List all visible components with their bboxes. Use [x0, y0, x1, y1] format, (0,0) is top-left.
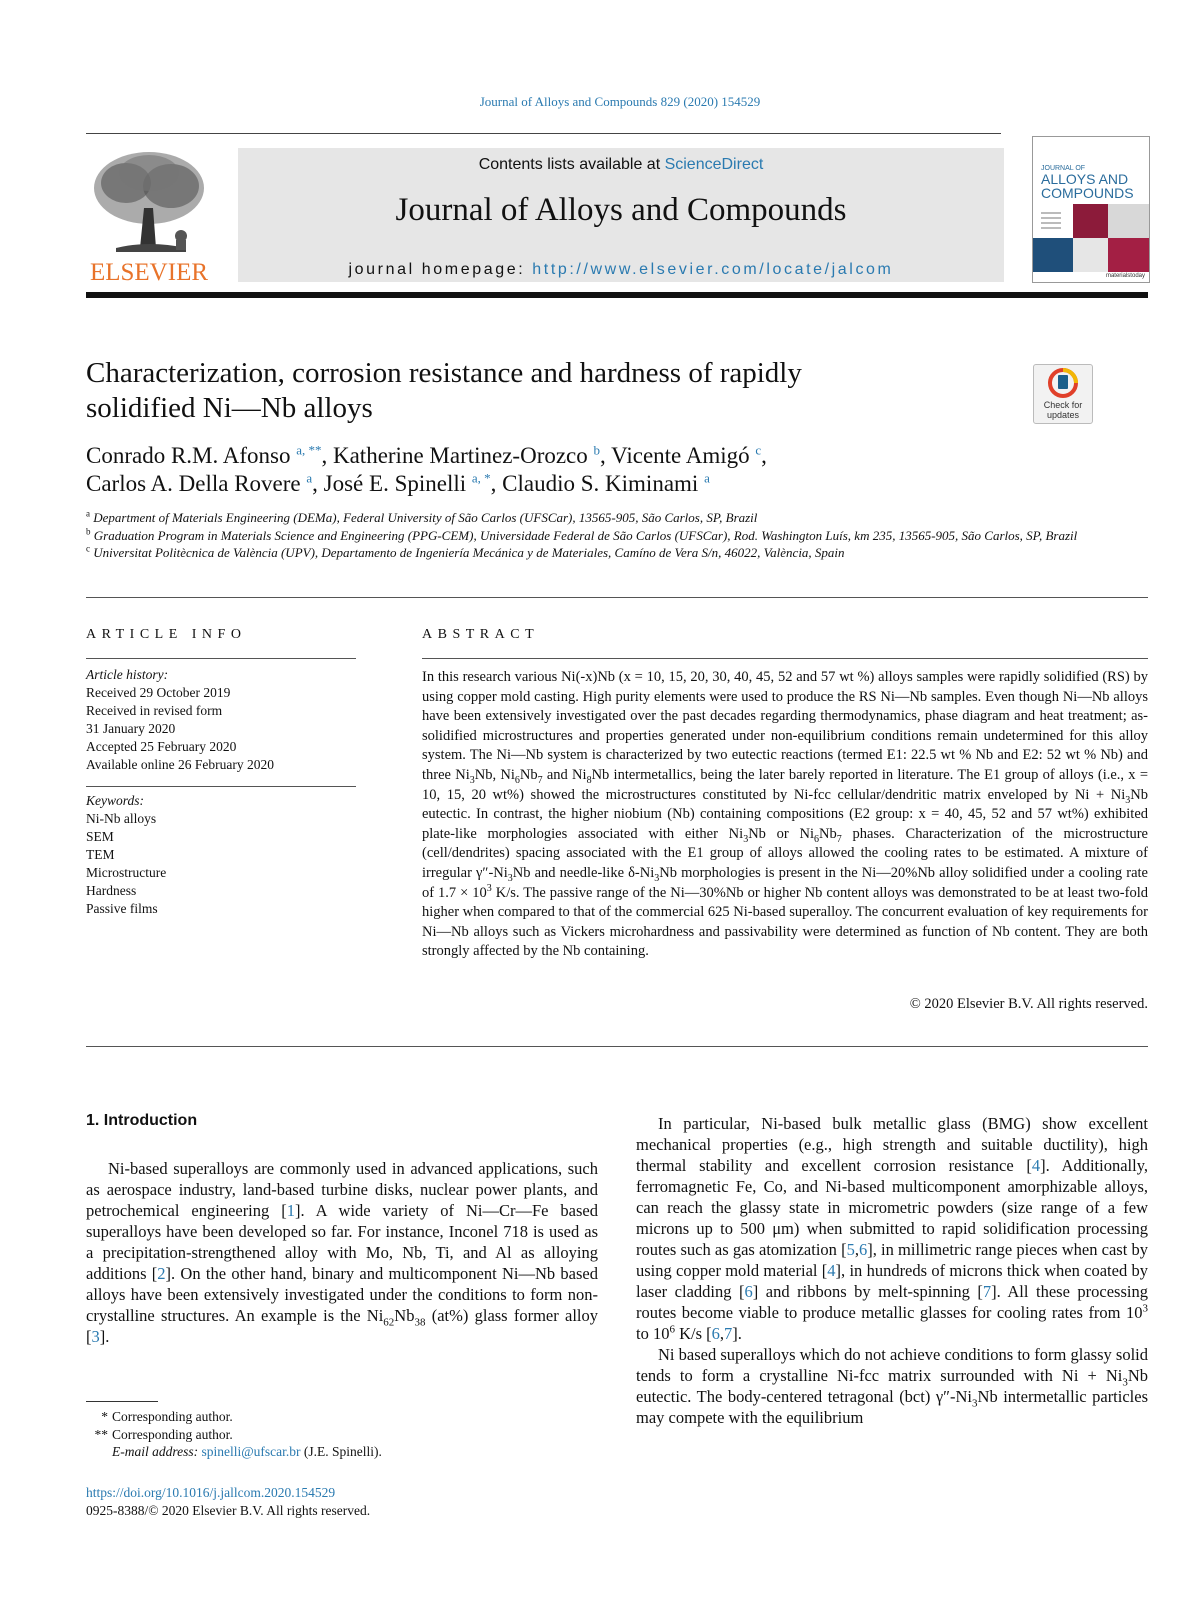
keyword: TEM	[86, 847, 115, 862]
contents-line: Contents lists available at ScienceDirect	[478, 156, 764, 173]
affiliation-b: $^b$ Graduation Program in Materials Science and Engineering (PPG-CEM), Universidade Federal de São Carlos (UFSCar), Rod. Washington Luís, km 235, 13565-905, São Carlos, SP, Brazil	[86, 526, 1078, 543]
keyword: Passive films	[86, 901, 158, 916]
check-updates-icon	[1034, 367, 1092, 401]
author-affiliation-marks[interactable]: a, **	[296, 442, 322, 458]
intro-column-left	[86, 1158, 598, 1347]
history-item: Accepted 25 February 2020	[86, 739, 237, 754]
keyword: Ni-Nb alloys	[86, 811, 157, 826]
cover-block-crimson	[1073, 204, 1108, 238]
doi-block	[86, 1484, 606, 1519]
affiliation-c: $^c$ Universitat Politècnica de València (UPV), Departamento de Ingeniería Mecánica y de Materiales, Camíno de Vera S/n, 46022, València, Spain	[86, 543, 845, 560]
article-title: Characterization, corrosion resistance and hardness of rapidly solidified Ni—Nb alloys	[86, 357, 802, 424]
header-thick-rule	[86, 292, 1148, 298]
header-rule	[86, 133, 1001, 134]
email-footnote: E-mail address: spinelli@ufscar.br (J.E. Spinelli).	[112, 1444, 382, 1459]
author-affiliation-marks[interactable]: a	[704, 470, 710, 486]
keywords-label: Keywords:	[86, 793, 144, 808]
article-history-label: Article history:	[86, 667, 169, 682]
citation-link[interactable]: 6	[858, 1240, 868, 1259]
article-info-heading: ARTICLE INFO	[86, 627, 247, 642]
sciencedirect-link[interactable]: ScienceDirect	[664, 156, 764, 173]
check-for-updates-button[interactable]	[1033, 364, 1093, 424]
cover-title: JOURNAL OF ALLOYS AND COMPOUNDS	[1041, 165, 1134, 201]
article-history	[86, 666, 356, 774]
check-updates-label: Check for updates	[1043, 400, 1083, 420]
affiliations	[86, 509, 1136, 562]
affiliation-a: $^a$ Department of Materials Engineering (DEMa), Federal University of São Carlos (UFSCar), 13565-905, São Carlos, SP, Brazil	[86, 508, 758, 525]
author-name[interactable]: Katherine Martinez-Orozco	[332, 443, 588, 468]
intro-column-right	[636, 1113, 1148, 1428]
author-affiliation-marks[interactable]: b	[593, 442, 601, 458]
cover-block-navy	[1033, 238, 1073, 272]
abstract-bottom-rule	[86, 1046, 1148, 1047]
journal-title: Journal of Alloys and Compounds	[395, 192, 847, 228]
author-name[interactable]: Vicente Amigó	[611, 443, 750, 468]
abstract-copyright: © 2020 Elsevier B.V. All rights reserved.	[909, 996, 1148, 1012]
journal-reference[interactable]: Journal of Alloys and Compounds 829 (2020) 154529	[479, 94, 761, 109]
citation-link[interactable]: 5	[846, 1240, 855, 1259]
citation-link[interactable]: 7	[724, 1324, 733, 1343]
history-item: Received 29 October 2019	[86, 685, 231, 700]
intro-paragraph: Ni-based superalloys are commonly used in advanced applications, such as aerospace industry, land-based turbine disks, nuclear power plants, and petrochemical engineering [1]. A wide variety of Ni—Cr—Fe based superalloys have been developed so far. For instance, Inconel 718 is used as a precipitation-strengthened alloy with Mo, Nb, Ti, and Al as alloying additions [2]. On the other hand, binary and multicomponent Ni—Nb based alloys have been extensively investigated under the conditions to form non-crystalline structures. An example is the $Ni_{62}Nb_{38}$ (at%) glass former alloy [3].	[86, 1159, 598, 1346]
elsevier-wordmark: ELSEVIER	[89, 259, 209, 286]
author-name[interactable]: José E. Spinelli	[323, 471, 467, 496]
keywords-rule	[86, 786, 356, 787]
intro-paragraph: Ni based superalloys which do not achieve conditions to form glassy solid tends to form a crystalline Ni-fcc matrix surrounded with $Ni + Ni_3Nb$ eutectic. The body-centered tetragonal (bct) $\gamma''-Ni_3Nb$ intermetallic particles may compete with the equilibrium	[636, 1345, 1149, 1427]
citation-link[interactable]: 4	[1031, 1156, 1041, 1175]
history-item: 31 January 2020	[86, 721, 176, 736]
author-name[interactable]: Carlos A. Della Rovere	[86, 471, 301, 496]
email-link[interactable]: spinelli@ufscar.br	[201, 1444, 301, 1459]
cover-block-light	[1073, 238, 1108, 272]
keywords	[86, 792, 356, 918]
keyword: SEM	[86, 829, 114, 844]
citation-link[interactable]: 6	[711, 1324, 720, 1343]
doi-link[interactable]: https://doi.org/10.1016/j.jallcom.2020.154529	[86, 1485, 336, 1500]
author-line-1: Conrado R.M. Afonso $^{a, **}$, Katherine Martinez-Orozco $^b$, Vicente Amigó $^c$,	[86, 442, 767, 468]
article-info-rule	[86, 658, 356, 659]
footnote: ** Corresponding author.	[94, 1426, 233, 1442]
citation-link[interactable]: 6	[744, 1282, 753, 1301]
abstract-body: In this research various Ni(-x)Nb (x = 10, 15, 20, 30, 40, 45, 52 and 57 wt %) alloys samples were rapidly solidified (RS) by using copper mold casting. High purity elements were used to produce the RS Ni—Nb samples. Even though Ni—Nb alloys have been extensively investigated over the past decades regarding thermodynamics, phase diagram and heat treatment; as-solidified microstructures and properties generated under non-equilibrium conditions remain undetermined for this alloy system. The Ni—Nb system is characterized by two eutectic reactions (termed E1: 22.5 wt % Nb and E2: 52 wt % Nb) and three $Ni_3Nb$, $Ni_6Nb_7$ and $Ni_8Nb$ intermetallics, being the later barely reported in literature. The E1 group of alloys (i.e., x = 10, 15, 20 wt%) showed the microstructures constituted by Ni-fcc cellular/dendritic matrix enveloped by $Ni + Ni_3Nb$ eutectic. In contrast, the higher niobium (Nb) containing compositions (E2 group: x = 40, 45, 52 and 57 wt%) exhibited plate-like morphologies associated with either $Ni_3Nb$ or $Ni_6Nb_7$ phases. Characterization of the microstructure (cell/dendrites) spacing associated with the E1 group of alloys allowed the cooling rates to be estimated. A mixture of irregular $\gamma''-Ni_3Nb$ and needle-like $\delta-Ni_3Nb$ morphologies is present in the Ni—20%Nb alloy solidified under a cooling rate of $1.7 \times 10^3$ K/s. The passive range of the Ni—30%Nb or higher Nb content alloys was demonstrated to be at least two-fold higher when compared to that of the commercial 625 Ni-based superalloy. The concurrent evaluation of key requirements for Ni—Nb alloys such as Vickers microhardness and passivability were determined as function of Nb content. They are both strongly affected by the Nb containing.	[422, 669, 1148, 960]
citation-link[interactable]: 7	[982, 1282, 992, 1301]
author-affiliation-marks[interactable]: a, *	[471, 470, 491, 486]
footnote: * Corresponding author.	[101, 1409, 233, 1424]
footnote-rule	[86, 1401, 158, 1402]
author-line-2: Carlos A. Della Rovere $^a$, José E. Spinelli $^{a, *}$, Claudio S. Kiminami $^a$	[86, 470, 710, 496]
introduction-heading: 1. Introduction	[86, 1112, 198, 1129]
abstract-rule	[422, 658, 1148, 659]
cover-text-lines	[1041, 212, 1061, 232]
cover-footer: materialstoday	[1105, 273, 1145, 279]
cover-block-crimson-2	[1108, 238, 1149, 272]
cover-block-grey	[1108, 204, 1149, 238]
author-affiliation-marks[interactable]: c	[755, 442, 762, 458]
history-item: Received in revised form	[86, 703, 223, 718]
intro-paragraph: In particular, Ni-based bulk metallic glass (BMG) show excellent mechanical properties (e.g., high strength and suitable ductility), high thermal stability and excellent corrosion resistance [4]. Additionally, ferromagnetic Fe, Co, and Ni-based multicomponent amorphizable alloys, can reach the glassy state in micrometric powders (size range of a few microns up to 500 μm) when submitted to rapid solidification processing routes such as gas atomization [5,6], in millimetric range pieces when cast by using copper mold material [4], in hundreds of microns thick when coated by laser cladding [6] and ribbons by melt-spinning [7]. All these processing routes become viable to produce metallic glasses for cooling rates from $10^3$ to $10^6$ K/s [6,7].	[636, 1114, 1148, 1343]
abstract-heading: ABSTRACT	[422, 627, 540, 642]
author-affiliation-marks[interactable]: a	[306, 470, 313, 486]
homepage-link[interactable]: http://www.elsevier.com/locate/jalcom	[532, 261, 894, 278]
homepage-line: journal homepage: http://www.elsevier.com/locate/jalcom	[348, 261, 894, 278]
issn-copyright: 0925-8388/© 2020 Elsevier B.V. All rights reserved.	[86, 1502, 371, 1518]
journal-cover[interactable]	[1032, 136, 1150, 283]
author-name[interactable]: Claudio S. Kiminami	[502, 471, 699, 496]
history-item: Available online 26 February 2020	[86, 757, 274, 772]
journal-banner	[238, 148, 1004, 282]
citation-link[interactable]: 1	[286, 1201, 295, 1220]
citation-link[interactable]: 4	[827, 1261, 836, 1280]
citation-link[interactable]: 3	[91, 1327, 100, 1346]
keyword: Microstructure	[86, 865, 167, 880]
keyword: Hardness	[86, 883, 137, 898]
author-list	[86, 442, 1136, 498]
footnotes	[86, 1408, 606, 1461]
citation-link[interactable]: 2	[157, 1264, 166, 1283]
affiliation-rule	[86, 597, 1148, 598]
author-name[interactable]: Conrado R.M. Afonso	[86, 443, 291, 468]
